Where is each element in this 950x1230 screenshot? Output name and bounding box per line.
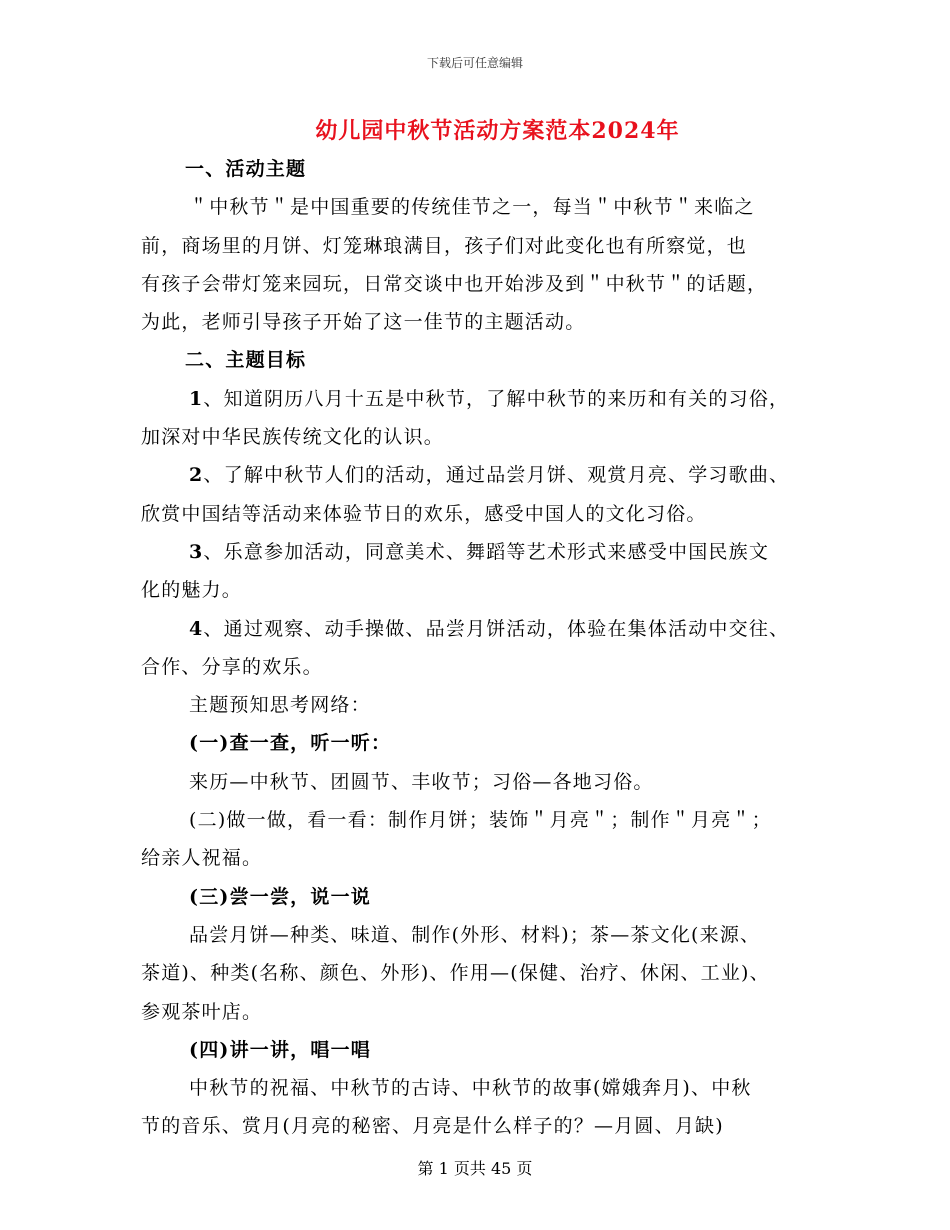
- paragraph-line: 合作、分享的欢乐。: [141, 655, 323, 678]
- paragraph-line: 前，商场里的月饼、灯笼琳琅满目，孩子们对此变化也有所察觉，也: [141, 234, 748, 257]
- network-heading-3: (三)尝一尝，说一说: [189, 885, 371, 908]
- paragraph-line: 中秋节的祝福、中秋节的古诗、中秋节的故事(嫦娥奔月)、中秋: [189, 1077, 752, 1100]
- network-heading-1: (一)查一查，听一听：: [189, 732, 392, 755]
- goal-number: 4: [189, 617, 204, 640]
- goal-text: 、知道阴历八月十五是中秋节，了解中秋节的来历和有关的习俗，: [203, 387, 790, 410]
- paragraph-line: 参观茶叶店。: [141, 1000, 263, 1023]
- section-heading-goals: 二、主题目标: [185, 349, 307, 372]
- goal-item-3: [141, 533, 821, 571]
- goal-text: 、了解中秋节人们的活动，通过品尝月饼、观赏月亮、学习歌曲、: [203, 464, 790, 487]
- paragraph-line: 加深对中华民族传统文化的认识。: [141, 426, 445, 449]
- paragraph-line: 品尝月饼—种类、味道、制作(外形、材料)；茶—茶文化(来源、: [189, 923, 761, 946]
- paragraph-line: 欣赏中国结等活动来体验节日的欢乐，感受中国人的文化习俗。: [141, 502, 707, 525]
- goal-item-1: [141, 380, 821, 418]
- section-heading-theme: 一、活动主题: [185, 158, 307, 180]
- goal-text: 、通过观察、动手操做、品尝月饼活动，体验在集体活动中交往、: [203, 617, 790, 640]
- goal-number: 1: [189, 387, 204, 410]
- paragraph-line: 给亲人祝福。: [141, 847, 263, 870]
- paragraph-line: 有孩子会带灯笼来园玩，日常交谈中也开始涉及到＂中秋节＂的话题，: [141, 272, 768, 295]
- paragraph-line: ＂中秋节＂是中国重要的传统佳节之一，每当＂中秋节＂来临之: [189, 196, 755, 219]
- goal-item-2: [141, 456, 821, 494]
- document-title: 幼儿园中秋节活动方案范本2024年: [315, 118, 680, 144]
- paragraph-line: 茶道)、种类(名称、颜色、外形)、作用—(保健、治疗、休闲、工业)、: [141, 962, 770, 985]
- paragraph-line: 节的音乐、赏月(月亮的秘密、月亮是什么样子的？—月圆、月缺): [141, 1115, 724, 1138]
- page-footer: 第 1 页共 45 页: [417, 1159, 533, 1178]
- goal-item-4: [141, 610, 821, 648]
- network-heading-4: (四)讲一讲，唱一唱: [189, 1038, 371, 1061]
- document-body: [141, 150, 821, 1146]
- paragraph-line: 来历—中秋节、团圆节、丰收节；习俗—各地习俗。: [189, 770, 654, 793]
- network-intro: 主题预知思考网络：: [189, 694, 371, 717]
- network-item-2: (二)做一做，看一看：制作月饼；装饰＂月亮＂；制作＂月亮＂；: [189, 809, 772, 832]
- goal-number: 2: [189, 464, 204, 487]
- goal-number: 3: [189, 540, 204, 563]
- header-note: 下载后可任意编辑: [426, 56, 523, 70]
- paragraph-line: 化的魅力。: [141, 579, 243, 602]
- paragraph-line: 为此，老师引导孩子开始了这一佳节的主题活动。: [141, 311, 586, 334]
- goal-text: 、乐意参加活动，同意美术、舞蹈等艺术形式来感受中国民族文: [203, 540, 770, 563]
